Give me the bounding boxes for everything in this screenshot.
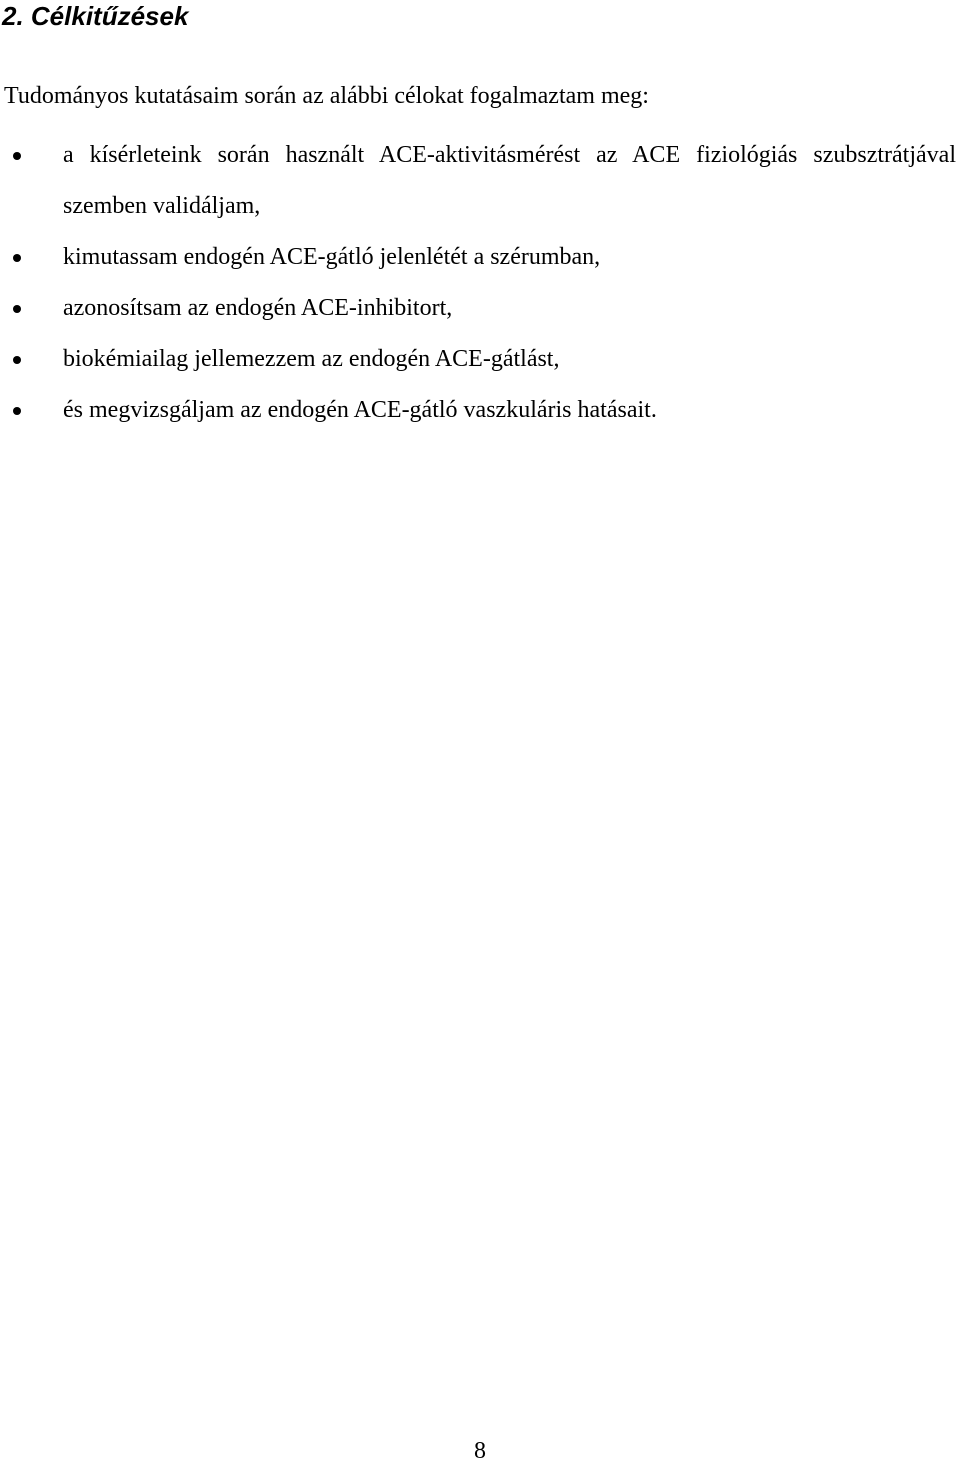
list-item-text: kimutassam endogén ACE-gátló jelenlétét a szérumban, [63, 244, 601, 270]
list-item [0, 334, 960, 385]
list-item [0, 283, 960, 334]
section-heading: 2. Célkitűzések [2, 1, 189, 31]
list-item [0, 385, 960, 436]
intro-paragraph: Tudományos kutatásaim során az alábbi célokat fogalmaztam meg: [4, 83, 649, 109]
list-item-text: azonosítsam az endogén ACE-inhibitort, [63, 295, 453, 321]
list-item [0, 130, 960, 232]
list-item-text: a kísérleteink során használt ACE-aktivitásmérést az ACE fiziológiás szubsztrátjával szemben validáljam, [63, 142, 956, 219]
list-item-text: biokémiailag jellemezzem az endogén ACE-gátlást, [63, 346, 560, 372]
page-number: 8 [474, 1438, 486, 1464]
bullet-icon [13, 305, 21, 313]
list-item [0, 232, 960, 283]
list-item-text: és megvizsgáljam az endogén ACE-gátló vaszkuláris hatásait. [63, 397, 657, 423]
goal-list [0, 130, 960, 436]
bullet-icon [13, 254, 21, 262]
bullet-icon [13, 152, 21, 160]
bullet-icon [13, 407, 21, 415]
bullet-icon [13, 356, 21, 364]
